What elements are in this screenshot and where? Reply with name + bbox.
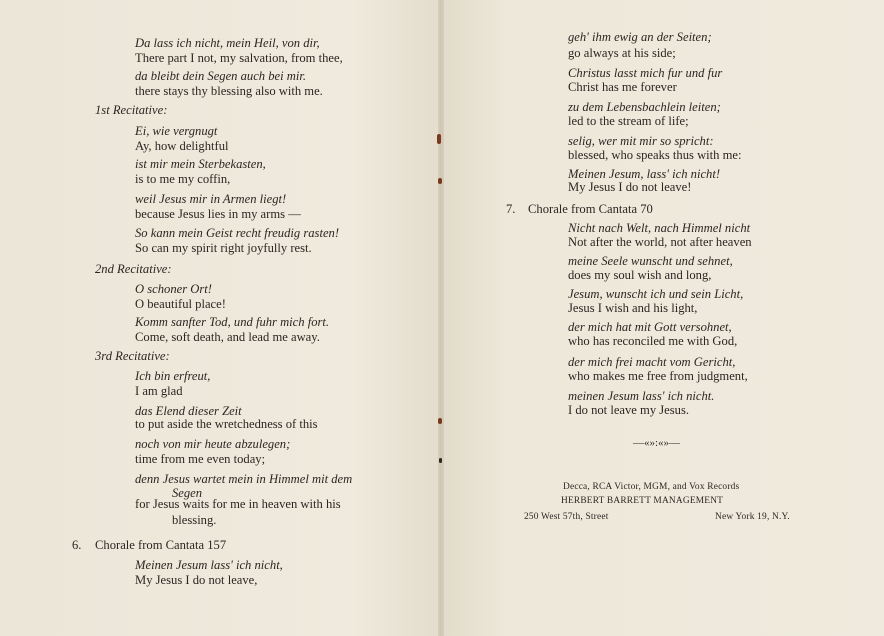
footer-city: New York 19, N.Y. (715, 512, 790, 522)
section-number: 6. (72, 538, 82, 552)
german-line: Christus lasst mich fur und fur (568, 66, 723, 80)
english-line: is to me my coffin, (135, 172, 231, 186)
german-line: Ich bin erfreut, (135, 369, 211, 383)
german-line: weil Jesus mir in Armen liegt! (135, 192, 287, 206)
staple-top (437, 134, 441, 144)
german-line: O schoner Ort! (135, 282, 212, 296)
english-line: to put aside the wretchedness of this (135, 417, 318, 431)
english-line: led to the stream of life; (568, 114, 689, 128)
english-line: I am glad (135, 384, 183, 398)
staple-mark-2 (438, 418, 442, 424)
footer-management: HERBERT BARRETT MANAGEMENT (561, 496, 724, 506)
book-gutter (438, 0, 444, 636)
german-line: der mich frei macht vom Gericht, (568, 355, 736, 369)
german-line: Segen (172, 486, 203, 500)
staple-mark-3 (439, 458, 442, 463)
english-line: Ay, how delightful (135, 139, 229, 153)
english-line: blessed, who speaks thus with me: (568, 148, 742, 162)
german-line: geh' ihm ewig an der Seiten; (568, 30, 712, 44)
english-line: because Jesus lies in my arms — (135, 207, 301, 221)
german-line: denn Jesus wartet mein in Himmel mit dem (135, 472, 353, 486)
english-line: blessing. (172, 513, 217, 527)
german-line: So kann mein Geist recht freudig rasten! (135, 226, 340, 240)
german-line: Meinen Jesum, lass' ich nicht! (568, 167, 721, 181)
english-line: Not after the world, not after heaven (568, 235, 752, 249)
english-line: My Jesus I do not leave! (568, 180, 692, 194)
english-line: does my soul wish and long, (568, 268, 712, 282)
english-line: who has reconciled me with God, (568, 334, 738, 348)
english-line: There part I not, my salvation, from thee, (135, 51, 343, 65)
german-line: das Elend dieser Zeit (135, 404, 242, 418)
left-page (0, 0, 441, 636)
german-line: Nicht nach Welt, nach Himmel nicht (568, 221, 751, 235)
english-line: who makes me free from judgment, (568, 369, 748, 383)
german-line: Da lass ich nicht, mein Heil, von dir, (135, 36, 320, 50)
english-line: Jesus I wish and his light, (568, 301, 698, 315)
footer-address: 250 West 57th, Street (524, 512, 609, 522)
german-line: ist mir mein Sterbekasten, (135, 157, 266, 171)
section-heading: 2nd Recitative: (95, 262, 172, 276)
english-line: Chorale from Cantata 70 (528, 202, 653, 216)
german-line: Ei, wie vergnugt (135, 124, 218, 138)
german-line: meine Seele wunscht und sehnet, (568, 254, 733, 268)
english-line: My Jesus I do not leave, (135, 573, 258, 587)
english-line: time from me even today; (135, 452, 266, 466)
german-line: Meinen Jesum lass' ich nicht, (135, 558, 283, 572)
staple-mark-1 (438, 178, 442, 184)
english-line: Come, soft death, and lead me away. (135, 330, 320, 344)
english-line: go always at his side; (568, 46, 676, 60)
english-line: Christ has me forever (568, 80, 677, 94)
english-line: for Jesus waits for me in heaven with his (135, 497, 341, 511)
german-line: selig, wer mit mir so spricht: (568, 134, 714, 148)
german-line: Jesum, wunscht ich und sein Licht, (568, 287, 744, 301)
german-line: da bleibt dein Segen auch bei mir. (135, 69, 307, 83)
english-line: So can my spirit right joyfully rest. (135, 241, 312, 255)
english-line: I do not leave my Jesus. (568, 403, 690, 417)
german-line: der mich hat mit Gott versohnet, (568, 320, 732, 334)
right-page (441, 0, 884, 636)
footer-records: Decca, RCA Victor, MGM, and Vox Records (563, 482, 740, 492)
section-number: 7. (506, 202, 516, 216)
english-line: O beautiful place! (135, 297, 226, 311)
german-line: meinen Jesum lass' ich nicht. (568, 389, 715, 403)
ornament-divider: —«»:«»— (633, 437, 681, 449)
section-heading: 3rd Recitative: (95, 349, 170, 363)
english-line: Chorale from Cantata 157 (95, 538, 227, 552)
german-line: Komm sanfter Tod, und fuhr mich fort. (135, 315, 330, 329)
german-line: zu dem Lebensbachlein leiten; (568, 100, 721, 114)
german-line: noch von mir heute abzulegen; (135, 437, 291, 451)
section-heading: 1st Recitative: (95, 103, 168, 117)
english-line: there stays thy blessing also with me. (135, 84, 323, 98)
